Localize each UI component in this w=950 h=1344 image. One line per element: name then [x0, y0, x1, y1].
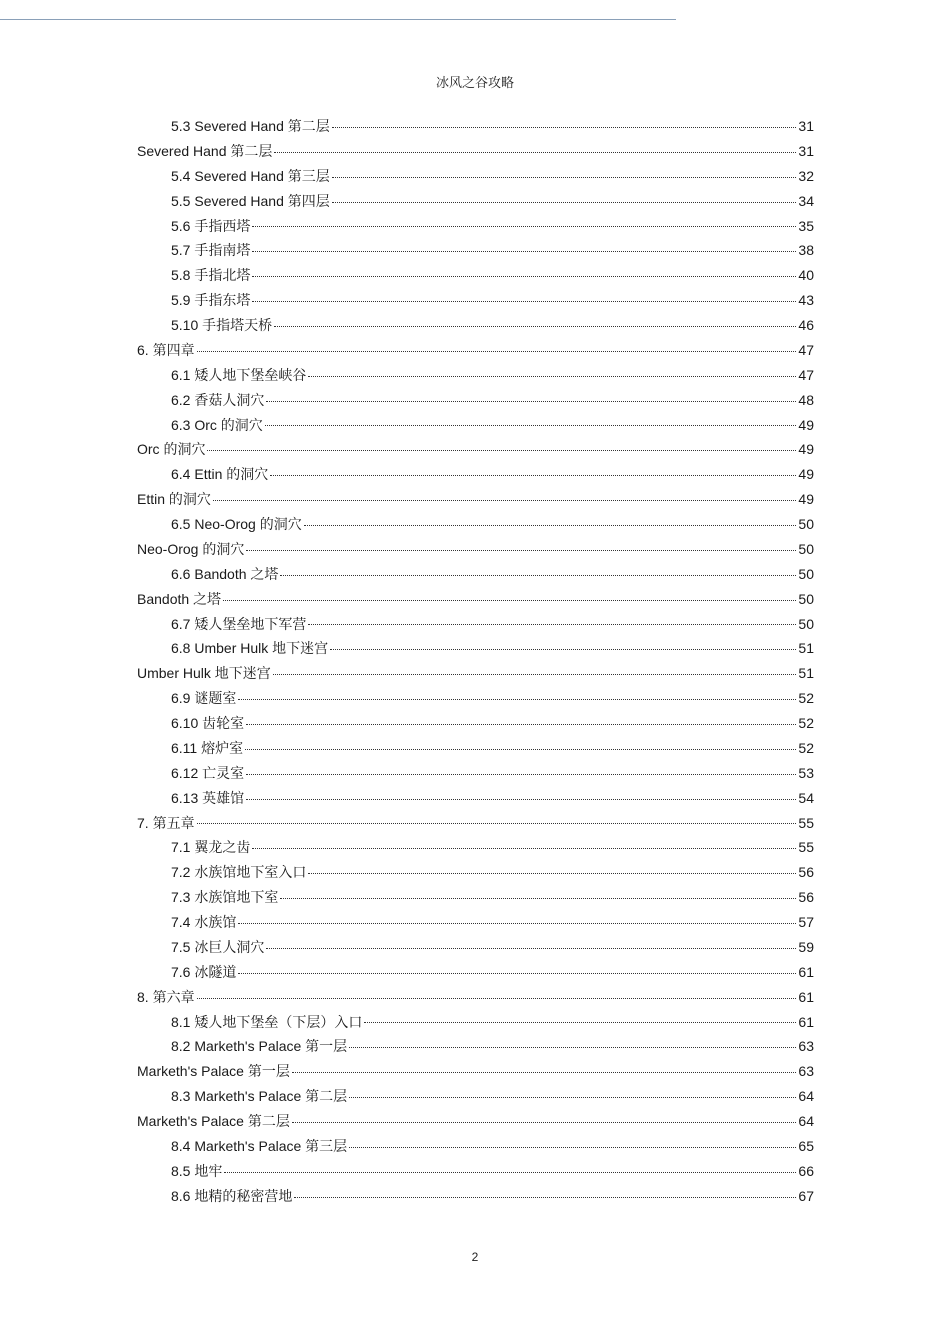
- toc-dot-leader: [308, 873, 796, 874]
- toc-entry-page: 56: [798, 889, 814, 906]
- toc-dot-leader: [349, 1047, 796, 1048]
- toc-entry-label: 8.1 矮人地下堡垒（下层）入口: [171, 1013, 363, 1030]
- toc-entry[interactable]: [137, 487, 814, 512]
- toc-entry-label: Bandoth 之塔: [137, 590, 222, 607]
- toc-entry-label: 6.12 亡灵室: [171, 764, 245, 781]
- toc-dot-leader: [246, 550, 796, 551]
- toc-dot-leader: [197, 351, 797, 352]
- toc-entry-page: 64: [798, 1088, 814, 1105]
- toc-dot-leader: [223, 600, 796, 601]
- toc-entry-page: 57: [798, 914, 814, 930]
- toc-entry-page: 46: [798, 317, 814, 333]
- toc-entry-page: 66: [798, 1162, 814, 1179]
- toc-entry-label: 6.10 齿轮室: [171, 715, 245, 731]
- table-of-contents: [137, 114, 814, 1209]
- toc-entry-label: 5.5 Severed Hand 第四层: [171, 192, 330, 209]
- toc-entry-page: 55: [798, 839, 814, 856]
- toc-entry[interactable]: [137, 413, 814, 438]
- toc-entry-page: 49: [798, 491, 814, 508]
- toc-entry-label: 7.6 冰隧道: [171, 963, 237, 980]
- toc-entry[interactable]: [137, 960, 814, 985]
- toc-entry-label: 6.9 谜题室: [171, 690, 237, 707]
- toc-entry-page: 51: [798, 640, 814, 657]
- toc-dot-leader: [349, 1097, 796, 1098]
- toc-entry-label: 8.2 Marketh's Palace 第一层: [171, 1038, 348, 1055]
- toc-entry-label: 7.4 水族馆: [171, 914, 237, 930]
- toc-entry[interactable]: [137, 189, 814, 214]
- toc-entry-label: 6.13 英雄馆: [171, 789, 245, 806]
- toc-entry-label: 6.7 矮人堡垒地下军营: [171, 615, 307, 632]
- toc-dot-leader: [332, 202, 797, 203]
- toc-entry-page: 50: [798, 590, 814, 607]
- toc-entry[interactable]: [137, 612, 814, 637]
- toc-entry[interactable]: [137, 636, 814, 661]
- toc-dot-leader: [238, 973, 796, 974]
- toc-dot-leader: [292, 1122, 797, 1123]
- toc-dot-leader: [246, 774, 796, 775]
- toc-entry[interactable]: [137, 711, 814, 736]
- toc-entry-page: 34: [798, 192, 814, 209]
- toc-entry-page: 31: [798, 118, 814, 134]
- toc-entry-label: 5.4 Severed Hand 第三层: [171, 167, 330, 184]
- toc-entry-label: 6.6 Bandoth 之塔: [171, 565, 279, 582]
- toc-entry-page: 56: [798, 864, 814, 881]
- toc-entry-label: 6. 第四章: [137, 341, 195, 358]
- toc-entry[interactable]: [137, 786, 814, 811]
- toc-entry[interactable]: [137, 388, 814, 413]
- toc-entry-label: 5.10 手指塔天桥: [171, 317, 273, 333]
- toc-entry-label: Severed Hand 第二层: [137, 142, 273, 159]
- toc-dot-leader: [274, 326, 796, 327]
- toc-entry-page: 50: [798, 540, 814, 557]
- toc-entry-page: 48: [798, 391, 814, 408]
- toc-entry-label: 5.3 Severed Hand 第二层: [171, 118, 330, 134]
- toc-entry-label: Neo-Orog 的洞穴: [137, 540, 245, 557]
- toc-entry-label: 6.4 Ettin 的洞穴: [171, 466, 269, 483]
- toc-entry-page: 49: [798, 441, 814, 458]
- toc-entry-label: 6.1 矮人地下堡垒峡谷: [171, 366, 307, 383]
- toc-entry-page: 52: [798, 715, 814, 731]
- toc-dot-leader: [246, 724, 796, 725]
- toc-entry-page: 47: [798, 341, 814, 358]
- toc-dot-leader: [265, 425, 797, 426]
- toc-entry[interactable]: [137, 860, 814, 885]
- toc-dot-leader: [274, 152, 796, 153]
- toc-entry-page: 31: [798, 142, 814, 159]
- toc-entry[interactable]: [137, 811, 814, 836]
- toc-entry-label: Marketh's Palace 第一层: [137, 1063, 290, 1080]
- toc-dot-leader: [252, 226, 796, 227]
- toc-dot-leader: [252, 251, 796, 252]
- toc-entry[interactable]: [137, 1034, 814, 1059]
- toc-entry-page: 38: [798, 242, 814, 259]
- toc-dot-leader: [294, 1197, 796, 1198]
- toc-entry-page: 43: [798, 292, 814, 309]
- toc-dot-leader: [245, 749, 796, 750]
- toc-entry-label: Marketh's Palace 第二层: [137, 1113, 290, 1129]
- toc-entry-page: 61: [798, 963, 814, 980]
- toc-entry-page: 51: [798, 665, 814, 682]
- toc-entry-label: 7.1 翼龙之齿: [171, 839, 251, 856]
- toc-dot-leader: [224, 1172, 796, 1173]
- toc-entry[interactable]: [137, 661, 814, 686]
- toc-entry-page: 32: [798, 167, 814, 184]
- toc-entry[interactable]: [137, 238, 814, 263]
- toc-entry-page: 49: [798, 416, 814, 433]
- toc-dot-leader: [246, 799, 796, 800]
- toc-entry[interactable]: [137, 363, 814, 388]
- toc-dot-leader: [252, 848, 796, 849]
- toc-entry[interactable]: [137, 114, 814, 139]
- toc-entry-label: 5.6 手指西塔: [171, 217, 251, 234]
- toc-entry-page: 63: [798, 1063, 814, 1080]
- toc-entry-page: 47: [798, 366, 814, 383]
- toc-entry[interactable]: [137, 288, 814, 313]
- toc-entry-page: 49: [798, 466, 814, 483]
- page-number: 2: [471, 1250, 479, 1264]
- toc-entry[interactable]: [137, 885, 814, 910]
- toc-entry[interactable]: [137, 686, 814, 711]
- toc-entry-label: Umber Hulk 地下迷宫: [137, 665, 271, 682]
- toc-entry[interactable]: [137, 985, 814, 1010]
- toc-dot-leader: [197, 998, 797, 999]
- toc-entry[interactable]: [137, 437, 814, 462]
- toc-dot-leader: [266, 401, 796, 402]
- toc-entry[interactable]: [137, 1134, 814, 1159]
- toc-dot-leader: [207, 450, 796, 451]
- toc-entry-page: 67: [798, 1187, 814, 1204]
- toc-entry-label: 7.5 冰巨人洞穴: [171, 938, 265, 955]
- toc-entry-label: 8.5 地牢: [171, 1162, 223, 1179]
- toc-entry-page: 63: [798, 1038, 814, 1055]
- toc-entry[interactable]: [137, 512, 814, 537]
- toc-dot-leader: [308, 376, 796, 377]
- toc-entry[interactable]: [137, 214, 814, 239]
- toc-entry-label: 5.8 手指北塔: [171, 267, 251, 284]
- toc-dot-leader: [364, 1022, 796, 1023]
- toc-entry-page: 59: [798, 938, 814, 955]
- toc-entry[interactable]: [137, 761, 814, 786]
- toc-entry-page: 64: [798, 1113, 814, 1129]
- toc-dot-leader: [270, 475, 796, 476]
- toc-entry-page: 50: [798, 565, 814, 582]
- toc-dot-leader: [238, 923, 796, 924]
- toc-entry-page: 54: [798, 789, 814, 806]
- toc-dot-leader: [332, 127, 797, 128]
- toc-dot-leader: [266, 948, 796, 949]
- toc-entry[interactable]: [137, 1109, 814, 1134]
- toc-entry-page: 53: [798, 764, 814, 781]
- toc-entry[interactable]: [137, 835, 814, 860]
- toc-entry[interactable]: [137, 338, 814, 363]
- toc-dot-leader: [332, 177, 797, 178]
- toc-entry[interactable]: [137, 1159, 814, 1184]
- toc-entry[interactable]: [137, 935, 814, 960]
- toc-entry[interactable]: [137, 736, 814, 761]
- toc-entry[interactable]: [137, 313, 814, 338]
- toc-entry-page: 52: [798, 739, 814, 756]
- toc-entry-page: 40: [798, 267, 814, 284]
- toc-entry-label: 8.4 Marketh's Palace 第三层: [171, 1137, 348, 1154]
- toc-dot-leader: [292, 1072, 797, 1073]
- toc-entry[interactable]: [137, 587, 814, 612]
- toc-entry-label: 7.2 水族馆地下室入口: [171, 864, 307, 881]
- toc-entry[interactable]: [137, 462, 814, 487]
- toc-dot-leader: [280, 898, 796, 899]
- toc-entry[interactable]: [137, 910, 814, 935]
- toc-dot-leader: [238, 699, 796, 700]
- toc-entry[interactable]: [137, 537, 814, 562]
- toc-entry-label: 7.3 水族馆地下室: [171, 889, 279, 906]
- toc-dot-leader: [252, 276, 796, 277]
- toc-entry-page: 65: [798, 1137, 814, 1154]
- toc-dot-leader: [349, 1147, 796, 1148]
- toc-entry-label: 5.7 手指南塔: [171, 242, 251, 259]
- toc-entry-label: 6.11 熔炉室: [171, 739, 244, 756]
- toc-entry-label: 8.3 Marketh's Palace 第二层: [171, 1088, 348, 1105]
- toc-entry[interactable]: [137, 164, 814, 189]
- toc-entry-label: Orc 的洞穴: [137, 441, 206, 458]
- toc-entry-page: 35: [798, 217, 814, 234]
- page-header-title: 冰风之谷攻略: [435, 76, 514, 91]
- toc-entry[interactable]: [137, 1084, 814, 1109]
- toc-entry[interactable]: [137, 263, 814, 288]
- toc-entry[interactable]: [137, 139, 814, 164]
- toc-dot-leader: [197, 823, 797, 824]
- toc-dot-leader: [304, 525, 797, 526]
- toc-dot-leader: [213, 500, 797, 501]
- toc-entry[interactable]: [137, 1059, 814, 1084]
- toc-entry-label: 8.6 地精的秘密营地: [171, 1187, 293, 1204]
- toc-dot-leader: [273, 674, 797, 675]
- toc-entry-label: 6.5 Neo-Orog 的洞穴: [171, 516, 302, 532]
- toc-entry-label: 8. 第六章: [137, 988, 195, 1005]
- toc-entry-page: 61: [798, 988, 814, 1005]
- toc-entry-page: 52: [798, 690, 814, 707]
- toc-dot-leader: [280, 575, 796, 576]
- toc-dot-leader: [330, 649, 796, 650]
- toc-entry[interactable]: [137, 562, 814, 587]
- toc-entry-label: Ettin 的洞穴: [137, 491, 211, 508]
- toc-entry[interactable]: [137, 1010, 814, 1035]
- toc-entry-page: 61: [798, 1013, 814, 1030]
- toc-entry-page: 50: [798, 615, 814, 632]
- toc-entry-label: 6.2 香菇人洞穴: [171, 391, 265, 408]
- toc-entry-label: 5.9 手指东塔: [171, 292, 251, 309]
- toc-entry-label: 6.8 Umber Hulk 地下迷宫: [171, 640, 329, 657]
- header-rule: [0, 19, 676, 20]
- toc-entry[interactable]: [137, 1184, 814, 1209]
- toc-entry-label: 6.3 Orc 的洞穴: [171, 416, 263, 433]
- toc-entry-page: 55: [798, 814, 814, 831]
- toc-dot-leader: [252, 301, 796, 302]
- toc-entry-page: 50: [798, 516, 814, 532]
- toc-entry-label: 7. 第五章: [137, 814, 195, 831]
- toc-dot-leader: [308, 624, 796, 625]
